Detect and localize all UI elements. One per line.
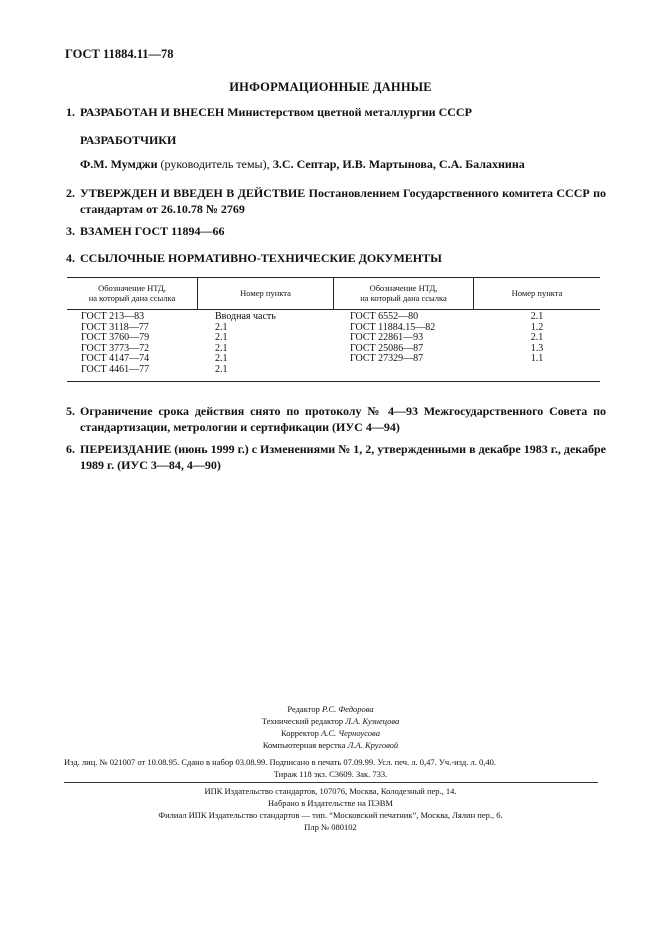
item-5 (66, 403, 606, 435)
table-cell: 2.1 (215, 363, 228, 375)
item-number: 6. (66, 442, 75, 456)
editor-line: Редактор Р.С. Федорова (287, 704, 374, 714)
developers-heading: РАЗРАБОТЧИКИ (80, 133, 177, 147)
table-cell: ГОСТ 22861—93 (350, 332, 424, 343)
table-cell: 2.1 (215, 342, 228, 354)
table-cell: 1.2 (530, 321, 544, 333)
item-lead: РАЗРАБОТАН И ВНЕСЕН (80, 105, 225, 119)
tech-editor-line: Технический редактор Л.А. Кузнецова (261, 716, 400, 726)
item-1 (66, 104, 606, 120)
item-text: Ограничение срока действия снято по протоколу № 4—93 Межгосударственного Совета по стандартизации, метрологии и сертификации (ИУС 4—94) (80, 404, 606, 434)
printer-line: Филиал ИПК Издательство стандартов — тип. “Московский печатник”, Москва, Лялин пер., 6. (158, 810, 503, 820)
table-bottom-rule (67, 381, 600, 382)
header-doc-right: Обозначение НТД, на который дана ссылка (360, 283, 447, 303)
developers-list (80, 157, 525, 172)
reference-table (67, 277, 600, 382)
table-cell: ГОСТ 3760—79 (81, 332, 150, 343)
header-point-left: Номер пункта (240, 288, 291, 298)
left-docs-column (81, 312, 149, 375)
item-number: 3. (66, 224, 75, 238)
header-doc-left: Обозначение НТД, на который дана ссылка (88, 283, 176, 303)
table-cell: 2.1 (530, 332, 544, 343)
table-cell: Вводная часть (215, 311, 276, 322)
table-cell: ГОСТ 11884.15—82 (350, 321, 436, 333)
table-header-rule (67, 309, 600, 310)
item-lead: ПЕРЕИЗДАНИЕ (80, 442, 172, 456)
table-cell: ГОСТ 27329—87 (350, 353, 424, 364)
table-cell: ГОСТ 3118—77 (81, 321, 149, 333)
right-points-column (474, 312, 600, 365)
table-cell: 2.1 (215, 321, 228, 333)
item-3 (66, 223, 606, 239)
table-cell: 2.1 (215, 332, 228, 343)
table-cell: ГОСТ 6552—80 (350, 311, 419, 322)
item-text: ВЗАМЕН ГОСТ 11894—66 (80, 224, 225, 238)
item-lead: УТВЕРЖДЕН И ВВЕДЕН В ДЕЙСТВИЕ (80, 186, 306, 200)
table-cell: ГОСТ 25086—87 (350, 342, 424, 354)
table-cell: ГОСТ 213—83 (81, 311, 145, 322)
lead-role: (руководитель темы), (157, 157, 273, 171)
table-cell: 1.1 (530, 353, 544, 364)
right-docs-column (350, 312, 435, 365)
corrector-line: Корректор А.С. Черноусова (281, 728, 380, 738)
layout-line: Компьютерная верстка Л.А. Круговой (262, 740, 399, 750)
other-developers: З.С. Септар, И.В. Мартынова, С.А. Балахнина (272, 157, 525, 171)
header-code: ГОСТ 11884.11—78 (65, 47, 174, 61)
lead-developer: Ф.М. Мумджи (80, 157, 158, 171)
print-details-line: Изд. лиц. № 021007 от 10.08.95. Сдано в набор 03.08.99. Подписано в печать 07.09.99. Усл. печ. л. 0,47. Уч.-изд. л. 0,40. (64, 757, 496, 767)
item-6 (66, 441, 606, 473)
item-number: 1. (66, 105, 75, 119)
license-line: Плр № 080102 (304, 822, 357, 832)
table-cell: 1.3 (530, 342, 544, 354)
circulation-line: Тираж 118 экз. С3609. Зак. 733. (273, 769, 388, 779)
item-number: 2. (66, 186, 75, 200)
item-text: Министерством цветной металлургии СССР (224, 105, 472, 119)
item-text: Постановлением Государственного комитета СССР по стандартам от 26.10.78 № 2769 (80, 186, 606, 216)
item-number: 5. (66, 404, 75, 418)
left-points-column (215, 312, 276, 375)
header-point-right: Номер пункта (511, 288, 563, 298)
page-title: ИНФОРМАЦИОННЫЕ ДАННЫЕ (229, 80, 432, 94)
table-cell: ГОСТ 4147—74 (81, 353, 150, 364)
imprint-divider (64, 782, 598, 783)
table-cell: ГОСТ 4461—77 (81, 363, 150, 375)
item-number: 4. (66, 251, 75, 265)
table-cell: 2.1 (215, 353, 228, 364)
publisher-line: ИПК Издательство стандартов, 107076, Москва, Колодезный пер., 14. (204, 786, 457, 796)
table-cell: ГОСТ 3773—72 (81, 342, 150, 354)
table-cell: 2.1 (530, 311, 544, 322)
typeset-line: Набрано в Издательстве на ПЭВМ (268, 798, 393, 808)
item-text: ССЫЛОЧНЫЕ НОРМАТИВНО-ТЕХНИЧЕСКИЕ ДОКУМЕНТЫ (80, 251, 442, 265)
item-4 (66, 250, 606, 266)
item-text: (июнь 1999 г.) с Изменениями № 1, 2, утвержденными в декабре 1983 г., декабре 1989 г. (ИУС 3—84, 4—90) (80, 442, 606, 472)
item-2 (66, 185, 606, 217)
